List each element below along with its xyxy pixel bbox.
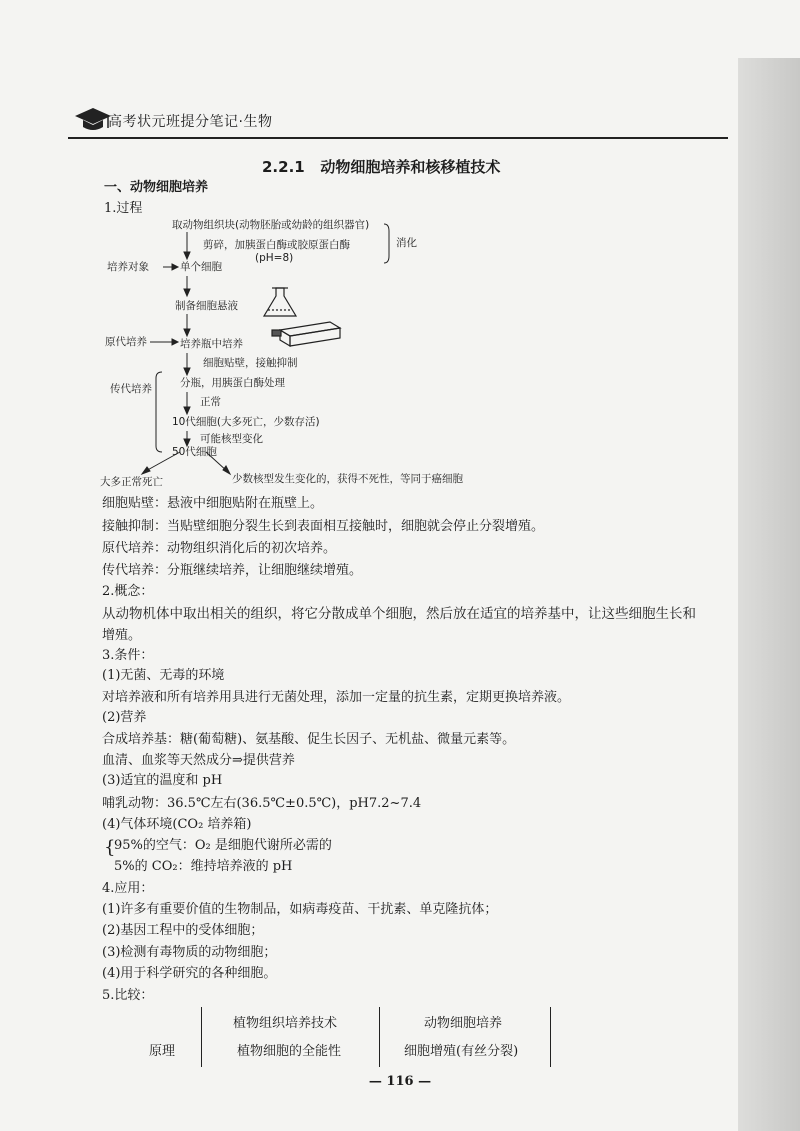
application-3: (3)检测有毒物质的动物细胞； [102, 945, 277, 960]
flow-adhere-note: 细胞贴壁，接触抑制 [203, 357, 298, 369]
flow-culture-target: 培养对象 [107, 261, 149, 273]
heading-animal-cell-culture: 一、动物细胞培养 [104, 180, 209, 195]
flow-cancer: 少数核型发生变化的，获得不死性，等同于癌细胞 [232, 473, 463, 485]
table-divider-3 [550, 1007, 551, 1067]
application-2: (2)基因工程中的受体细胞； [102, 923, 264, 938]
def-adherence: 细胞贴壁：悬液中细胞贴附在瓶壁上。 [102, 496, 324, 511]
def-primary-culture: 原代培养：动物组织消化后的初次培养。 [102, 541, 337, 556]
concept-line-2: 增殖。 [102, 628, 142, 643]
comparison-heading: 5.比较： [102, 988, 154, 1003]
condition-temperature: (3)适宜的温度和 pH [102, 773, 223, 788]
condition-sterile: (1)无菌、无毒的环境 [102, 668, 225, 683]
book-title: 高考状元班提分笔记·生物 [108, 114, 273, 130]
flow-ph-note: (pH=8) [255, 252, 294, 264]
flow-primary-culture: 原代培养 [105, 336, 147, 348]
page-number: — 116 — [368, 1074, 432, 1089]
table-cell-plant-principle: 植物细胞的全能性 [237, 1044, 342, 1059]
flow-step-mince: 剪碎，加胰蛋白酶或胶原蛋白酶 [203, 239, 350, 251]
table-divider-2 [379, 1007, 380, 1067]
flow-suspension: 制备细胞悬液 [175, 300, 238, 312]
flow-karyotype: 可能核型变化 [200, 433, 263, 445]
condition-nutrition: (2)营养 [102, 710, 147, 725]
graduation-cap-icon [74, 106, 112, 134]
application-1: (1)许多有重要价值的生物制品，如病毒疫苗、干扰素、单克隆抗体； [102, 902, 498, 917]
gas-brace: { [104, 837, 116, 858]
flow-digest: 消化 [396, 237, 417, 249]
concept-heading: 2.概念： [102, 584, 154, 599]
table-header-plant: 植物组织培养技术 [233, 1016, 338, 1031]
condition-gas: (4)气体环境(CO₂ 培养箱) [102, 817, 252, 832]
def-passage-culture: 传代培养：分瓶继续培养，让细胞继续增殖。 [102, 563, 363, 578]
flow-normal: 正常 [200, 396, 221, 408]
flow-single-cell: 单个细胞 [180, 261, 222, 273]
table-divider-1 [201, 1007, 202, 1067]
flow-passage-culture: 传代培养 [110, 383, 152, 395]
flow-split: 分瓶，用胰蛋白酶处理 [180, 377, 285, 389]
header-rule [68, 137, 728, 139]
conditions-heading: 3.条件： [102, 648, 154, 663]
applications-heading: 4.应用： [102, 881, 154, 896]
flow-step-tissue: 取动物组织块(动物胚胎或幼龄的组织器官) [172, 219, 370, 231]
condition-sterile-text: 对培养液和所有培养用具进行无菌处理，添加一定量的抗生素，定期更换培养液。 [102, 690, 571, 705]
table-cell-animal-principle: 细胞增殖(有丝分裂) [404, 1044, 519, 1059]
condition-gas-co2: 5%的 CO₂：维持培养液的 pH [114, 859, 293, 874]
condition-nutrition-text-2: 血清、血浆等天然成分⇒提供营养 [102, 753, 295, 768]
flow-gen50: 50代细胞 [172, 446, 217, 458]
condition-gas-air: 95%的空气：O₂ 是细胞代谢所必需的 [114, 838, 332, 853]
culture-flask-icon [272, 322, 340, 346]
flow-gen10: 10代细胞(大多死亡，少数存活) [172, 416, 320, 428]
process-heading: 1.过程 [104, 201, 143, 216]
beaker-icon [264, 288, 296, 316]
condition-temperature-text: 哺乳动物：36.5℃左右(36.5℃±0.5℃)，pH7.2~7.4 [102, 796, 422, 811]
table-header-animal: 动物细胞培养 [424, 1016, 503, 1031]
section-title: 2.2.1 动物细胞培养和核移植技术 [262, 158, 501, 176]
table-row-label-principle: 原理 [149, 1044, 176, 1059]
def-contact-inhibition: 接触抑制：当贴壁细胞分裂生长到表面相互接触时，细胞就会停止分裂增殖。 [102, 519, 545, 534]
flow-mostly-dead: 大多正常死亡 [100, 476, 163, 488]
concept-line-1: 从动物机体中取出相关的组织，将它分散成单个细胞，然后放在适宜的培养基中，让这些细胞生长和 [102, 606, 696, 622]
condition-nutrition-text-1: 合成培养基：糖(葡萄糖)、氨基酸、促生长因子、无机盐、微量元素等。 [102, 732, 516, 747]
flow-in-bottle: 培养瓶中培养 [180, 338, 243, 350]
application-4: (4)用于科学研究的各种细胞。 [102, 966, 277, 981]
